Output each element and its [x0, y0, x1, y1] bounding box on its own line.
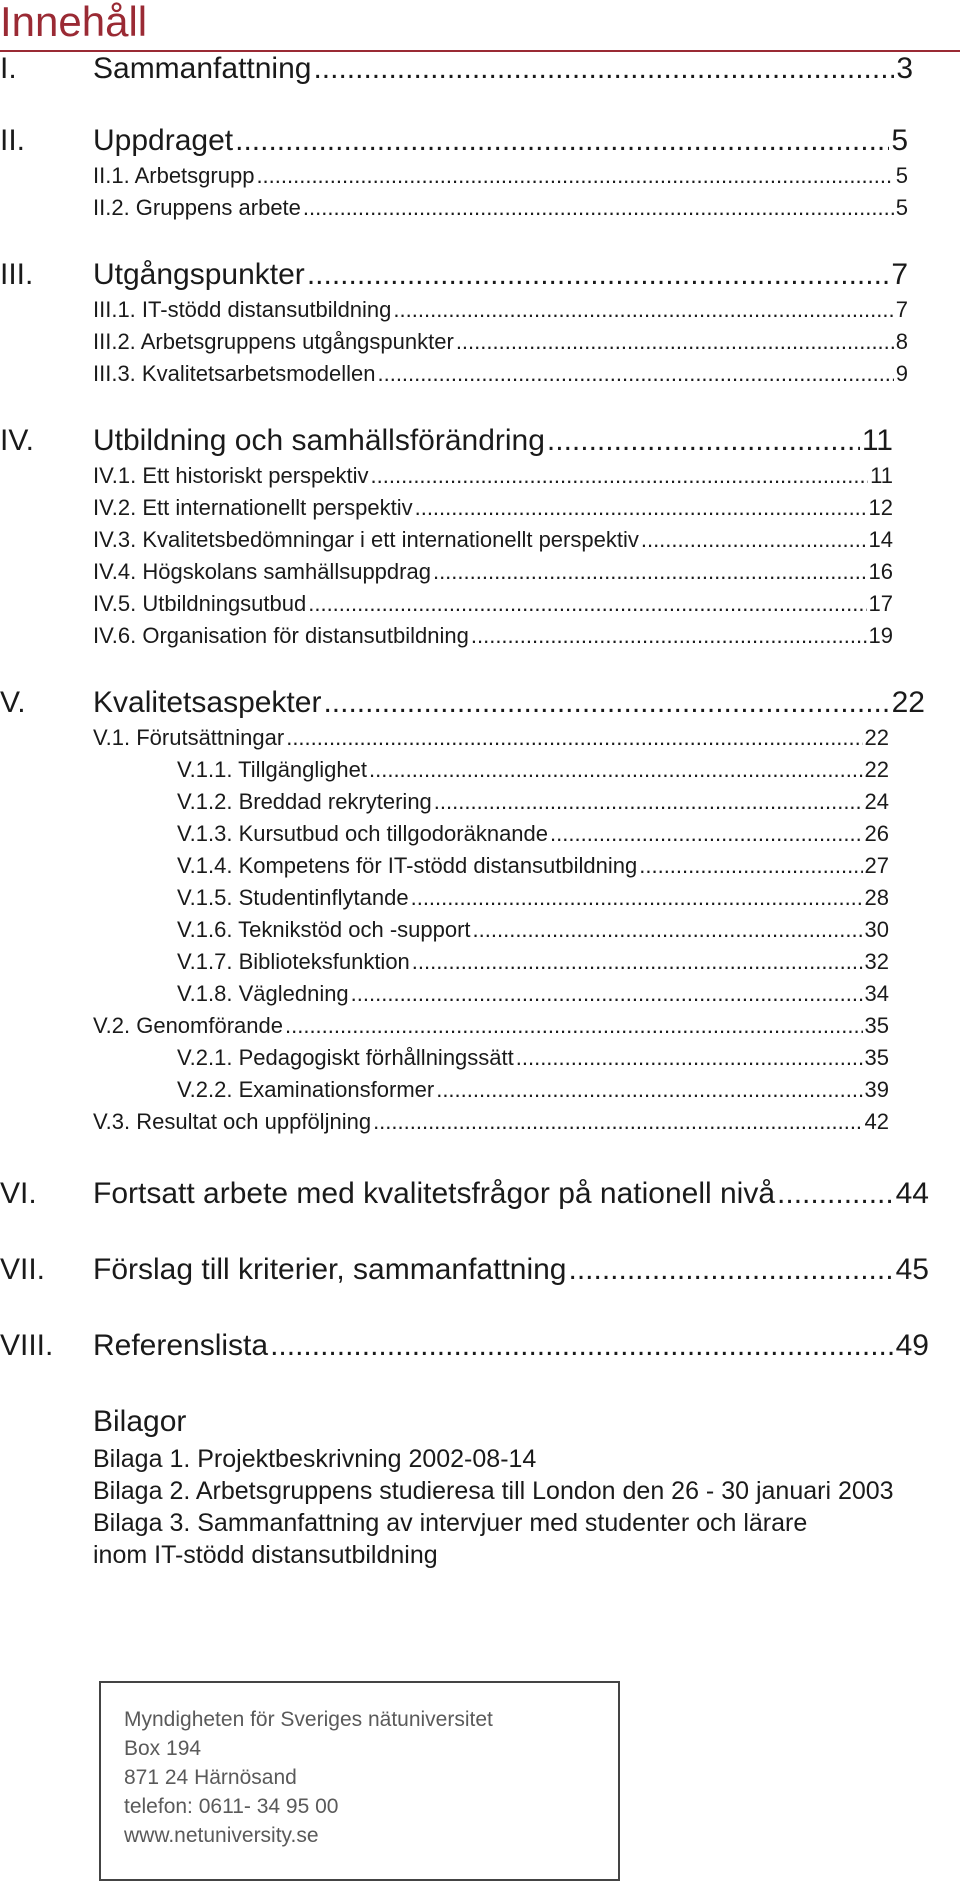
toc-entry-label: V.1.4. Kompetens för IT-stödd distansutbildning	[177, 853, 638, 878]
address-box-number: Box 194	[124, 1737, 202, 1760]
leader-dots	[471, 622, 867, 650]
toc-entry-label: IV.6. Organisation för distansutbildning	[93, 623, 469, 648]
leader-dots	[377, 360, 893, 388]
leader-dots	[516, 1044, 863, 1072]
toc-entry-label: V.1.5. Studentinflytande	[177, 885, 409, 910]
address-website-link[interactable]: www.netuniversity.se	[124, 1824, 319, 1847]
toc-page-number: 3	[896, 52, 913, 85]
leader-dots	[434, 788, 863, 816]
leader-dots	[433, 558, 867, 586]
toc-subentry[interactable]	[93, 194, 908, 222]
toc-subsubentry[interactable]	[177, 788, 889, 816]
toc-page-number: 35	[864, 1013, 889, 1038]
toc-page-number: 9	[895, 361, 908, 386]
leader-dots	[351, 980, 863, 1008]
section-number: VIII.	[0, 1329, 54, 1362]
toc-subentry[interactable]	[93, 1012, 889, 1040]
toc-entry-utgangspunkter[interactable]	[93, 258, 908, 292]
leader-dots	[286, 724, 862, 752]
toc-entry-label: Kvalitetsaspekter	[93, 686, 322, 719]
toc-subentry[interactable]	[93, 328, 908, 356]
leader-dots	[285, 1012, 863, 1040]
toc-entry-label: V.1.7. Biblioteksfunktion	[177, 949, 410, 974]
toc-page-number: 27	[864, 853, 889, 878]
toc-entry-forslag[interactable]	[93, 1253, 929, 1287]
toc-entry-label: Uppdraget	[93, 124, 234, 157]
bilaga-item[interactable]: Bilaga 2. Arbetsgruppens studieresa till London den 26 - 30 januari 2003	[93, 1477, 894, 1505]
toc-page-number: 22	[864, 757, 889, 782]
leader-dots	[456, 328, 894, 356]
toc-entry-label: V.2.1. Pedagogiskt förhållningssätt	[177, 1045, 514, 1070]
leader-dots	[393, 296, 893, 324]
leader-dots	[412, 948, 863, 976]
leader-dots	[777, 1177, 894, 1211]
bilaga-item-continuation: inom IT-stödd distansutbildning	[93, 1541, 438, 1569]
toc-page-number: 19	[868, 623, 893, 648]
toc-subsubentry[interactable]	[177, 756, 889, 784]
toc-subentry[interactable]	[93, 494, 893, 522]
toc-entry-label: III.3. Kvalitetsarbetsmodellen	[93, 361, 376, 386]
toc-entry-label: Utgångspunkter	[93, 258, 305, 291]
toc-page-number: 28	[864, 885, 889, 910]
toc-subentry[interactable]	[93, 360, 908, 388]
section-number: II.	[0, 124, 26, 157]
toc-page-number: 11	[861, 424, 893, 457]
address-phone: telefon: 0611- 34 95 00	[124, 1795, 339, 1818]
bilagor-heading: Bilagor	[93, 1405, 187, 1438]
toc-entry-label: V.3. Resultat och uppföljning	[93, 1109, 372, 1134]
leader-dots	[303, 194, 894, 222]
leader-dots	[569, 1253, 894, 1287]
bilaga-item[interactable]: Bilaga 3. Sammanfattning av intervjuer med studenter och lärare	[93, 1509, 808, 1537]
leader-dots	[270, 1329, 894, 1363]
toc-subentry[interactable]	[93, 558, 893, 586]
section-number: I.	[0, 52, 17, 85]
leader-dots	[436, 1076, 862, 1104]
toc-entry-referenslista[interactable]	[93, 1329, 929, 1363]
toc-subsubentry[interactable]	[177, 820, 889, 848]
toc-entry-label: IV.2. Ett internationellt perspektiv	[93, 495, 413, 520]
toc-page-number: 45	[895, 1253, 929, 1286]
toc-subentry[interactable]	[93, 462, 893, 490]
toc-entry-label: V.1.6. Teknikstöd och -support	[177, 917, 471, 942]
toc-entry-label: IV.4. Högskolans samhällsuppdrag	[93, 559, 431, 584]
toc-subentry[interactable]	[93, 622, 893, 650]
address-organisation: Myndigheten för Sveriges nätuniversitet	[124, 1708, 493, 1731]
toc-subentry[interactable]	[93, 296, 908, 324]
toc-page-number: 22	[864, 725, 889, 750]
toc-entry-label: Förslag till kriterier, sammanfattning	[93, 1253, 567, 1286]
leader-dots	[313, 52, 894, 86]
address-city: 871 24 Härnösand	[124, 1766, 297, 1789]
toc-subsubentry[interactable]	[177, 1044, 889, 1072]
toc-page-number: 17	[868, 591, 893, 616]
section-number: IV.	[0, 424, 34, 457]
toc-entry-label: Fortsatt arbete med kvalitetsfrågor på nationell nivå	[93, 1177, 776, 1210]
toc-entry-fortsatt-arbete[interactable]	[93, 1177, 929, 1211]
toc-page-number: 35	[864, 1045, 889, 1070]
toc-subsubentry[interactable]	[177, 980, 889, 1008]
leader-dots	[308, 590, 866, 618]
toc-entry-label: V.1.8. Vägledning	[177, 981, 349, 1006]
toc-entry-label: II.2. Gruppens arbete	[93, 195, 301, 220]
section-number: III.	[0, 258, 34, 291]
toc-page-number: 34	[864, 981, 889, 1006]
toc-subsubentry[interactable]	[177, 1076, 889, 1104]
toc-entry-label: Sammanfattning	[93, 52, 312, 85]
toc-subentry[interactable]	[93, 526, 893, 554]
leader-dots	[550, 820, 863, 848]
leader-dots	[641, 526, 867, 554]
toc-page-number: 12	[868, 495, 893, 520]
toc-entry-label: IV.5. Utbildningsutbud	[93, 591, 307, 616]
toc-page-number: 22	[891, 686, 925, 719]
toc-page-number: 5	[891, 124, 908, 157]
toc-entry-label: V.2. Genomförande	[93, 1013, 283, 1038]
section-number: V.	[0, 686, 26, 719]
toc-entry-uppdraget[interactable]	[93, 124, 908, 158]
bilaga-item[interactable]: Bilaga 1. Projektbeskrivning 2002-08-14	[93, 1445, 537, 1473]
toc-page-number: 7	[891, 258, 908, 291]
toc-entry-label: V.1.2. Breddad rekrytering	[177, 789, 432, 814]
leader-dots	[411, 884, 863, 912]
toc-subentry[interactable]	[93, 1108, 889, 1136]
section-number: VI.	[0, 1177, 37, 1210]
toc-entry-label: IV.1. Ett historiskt perspektiv	[93, 463, 369, 488]
toc-page-number: 16	[868, 559, 893, 584]
toc-entry-label: III.2. Arbetsgruppens utgångspunkter	[93, 329, 454, 354]
toc-subsubentry[interactable]	[177, 852, 889, 880]
leader-dots	[256, 162, 893, 190]
toc-subsubentry[interactable]	[177, 884, 889, 912]
toc-page-number: 42	[864, 1109, 889, 1134]
toc-page-number: 32	[864, 949, 889, 974]
leader-dots	[639, 852, 862, 880]
leader-dots	[371, 462, 869, 490]
leader-dots	[473, 916, 863, 944]
toc-entry-label: II.1. Arbetsgrupp	[93, 163, 255, 188]
toc-page-number: 24	[864, 789, 889, 814]
toc-entry-label: V.1. Förutsättningar	[93, 725, 285, 750]
toc-entry-label: V.1.1. Tillgänglighet	[177, 757, 367, 782]
toc-entry-sammanfattning[interactable]	[93, 52, 913, 86]
toc-subsubentry[interactable]	[177, 948, 889, 976]
leader-dots	[415, 494, 867, 522]
leader-dots	[307, 258, 890, 292]
toc-entry-label: Utbildning och samhällsförändring	[93, 424, 545, 457]
toc-page-number: 14	[868, 527, 893, 552]
toc-page-number: 5	[895, 195, 908, 220]
toc-entry-label: III.1. IT-stödd distansutbildning	[93, 297, 392, 322]
toc-page-number: 30	[864, 917, 889, 942]
toc-subentry[interactable]	[93, 724, 889, 752]
leader-dots	[547, 424, 860, 458]
leader-dots	[373, 1108, 862, 1136]
leader-dots	[323, 686, 889, 720]
toc-subentry[interactable]	[93, 162, 908, 190]
section-number: VII.	[0, 1253, 46, 1286]
toc-entry-kvalitetsaspekter[interactable]	[93, 686, 925, 720]
toc-page-number: 26	[864, 821, 889, 846]
toc-page-number: 49	[895, 1329, 929, 1362]
toc-entry-label: V.1.3. Kursutbud och tillgodoräknande	[177, 821, 549, 846]
toc-subsubentry[interactable]	[177, 916, 889, 944]
toc-entry-label: V.2.2. Examinationsformer	[177, 1077, 435, 1102]
page-title: Innehåll	[0, 0, 148, 45]
leader-dots	[235, 124, 889, 158]
toc-entry-label: IV.3. Kvalitetsbedömningar i ett internationellt perspektiv	[93, 527, 639, 552]
toc-entry-label: Referenslista	[93, 1329, 269, 1362]
toc-page-number: 44	[895, 1177, 929, 1210]
toc-page-number: 11	[870, 463, 893, 488]
toc-subentry[interactable]	[93, 590, 893, 618]
toc-page-number: 8	[895, 329, 908, 354]
toc-page-number: 7	[895, 297, 908, 322]
toc-page-number: 39	[864, 1077, 889, 1102]
toc-entry-utbildning[interactable]	[93, 424, 893, 458]
leader-dots	[369, 756, 863, 784]
toc-page-number: 5	[895, 163, 908, 188]
